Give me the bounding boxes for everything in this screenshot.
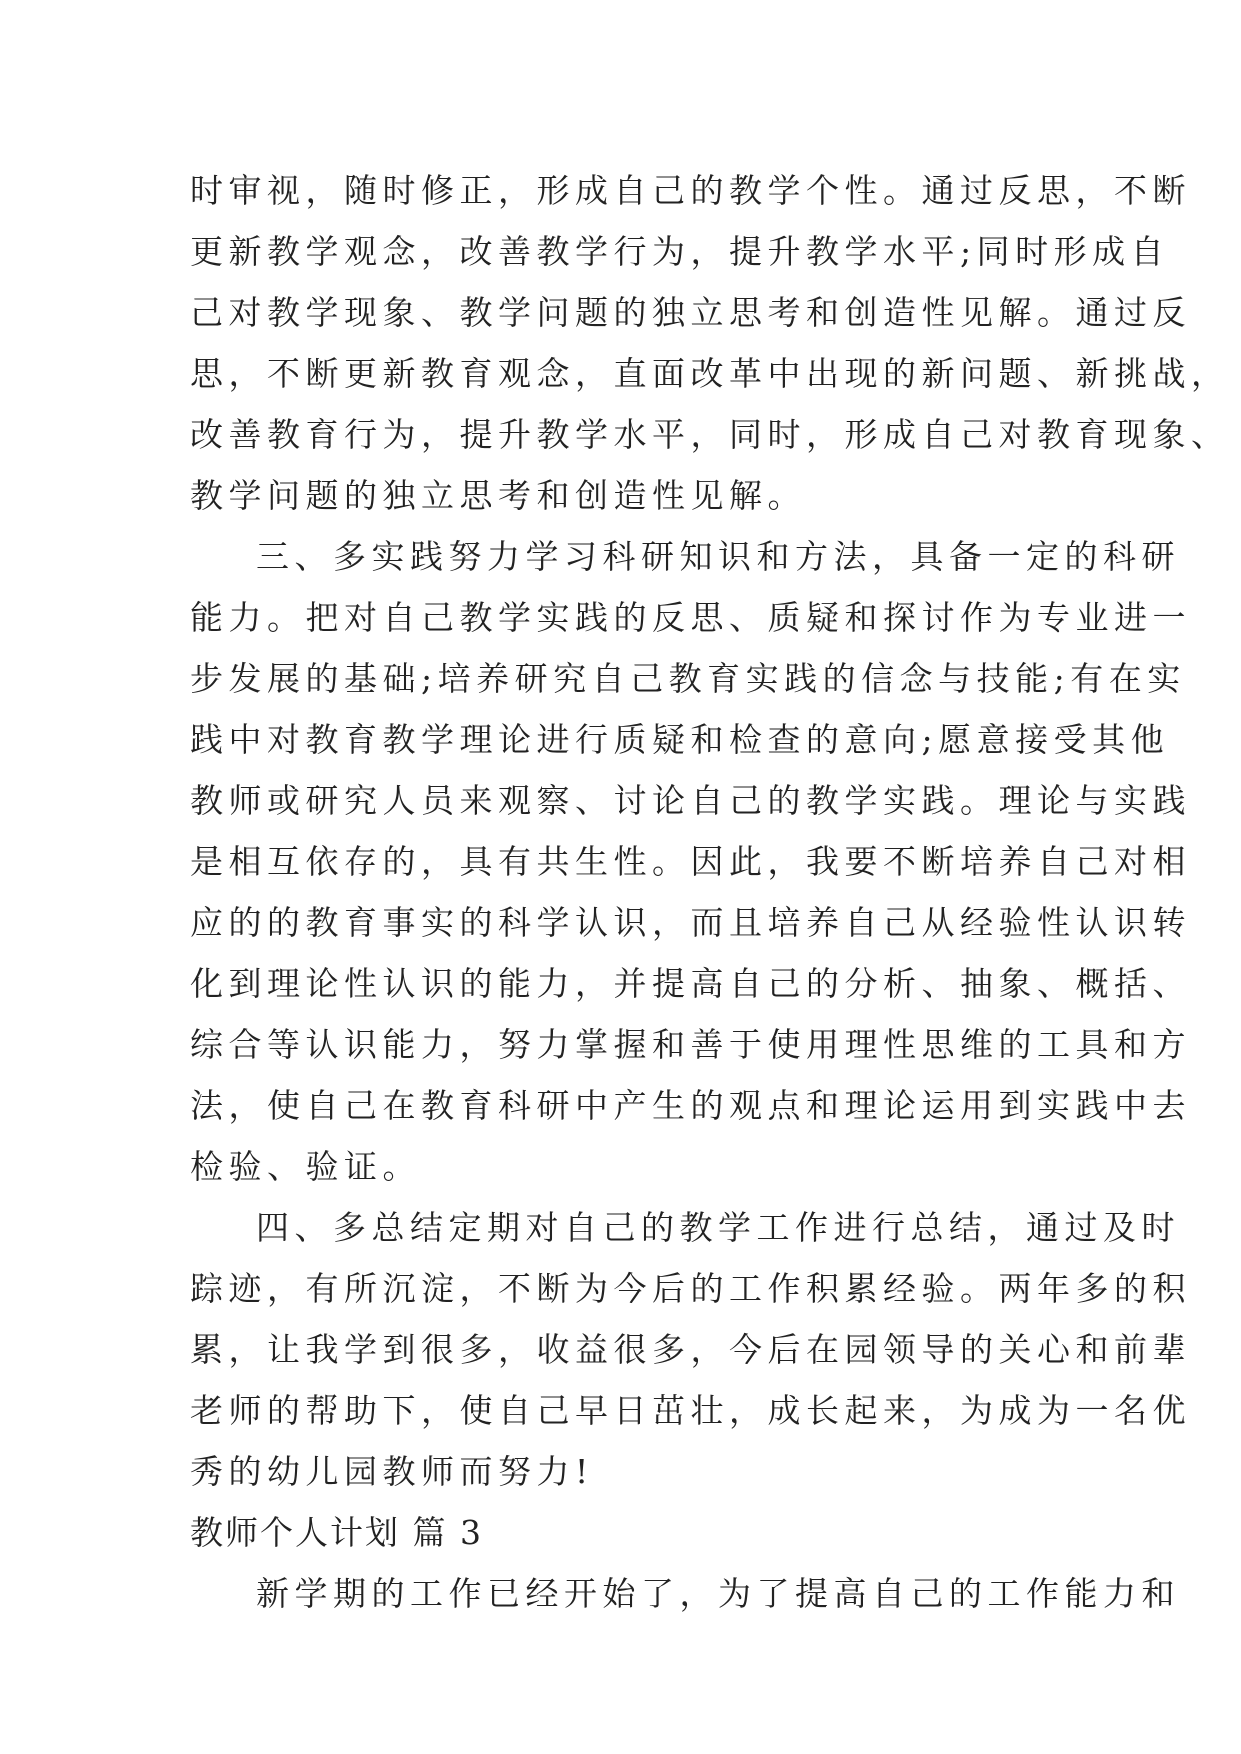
- text-line: 老师的帮助下，使自己早日茁壮，成长起来，为成为一名优: [190, 1391, 1191, 1430]
- text-line: 三、多实践努力学习科研知识和方法，具备一定的科研: [256, 537, 1180, 576]
- text-line: 思，不断更新教育观念，直面改革中出现的新问题、新挑战，: [190, 354, 1230, 393]
- text-line: 步发展的基础;培养研究自己教育实践的信念与技能;有在实: [190, 659, 1186, 698]
- text-line: 四、多总结定期对自己的教学工作进行总结，通过及时: [256, 1208, 1180, 1247]
- section-heading: 教师个人计划 篇 3: [190, 1513, 483, 1552]
- text-line: 法，使自己在教育科研中产生的观点和理论运用到实践中去: [190, 1086, 1191, 1125]
- document-body: [190, 160, 1230, 1624]
- text-line: 能力。把对自己教学实践的反思、质疑和探讨作为专业进一: [190, 598, 1191, 637]
- text-line: 教学问题的独立思考和创造性见解。: [190, 476, 806, 515]
- text-line: 践中对教育教学理论进行质疑和检查的意向;愿意接受其他: [190, 720, 1170, 759]
- text-line: 踪迹，有所沉淀，不断为今后的工作积累经验。两年多的积: [190, 1269, 1191, 1308]
- text-line: 化到理论性认识的能力，并提高自己的分析、抽象、概括、: [190, 964, 1191, 1003]
- text-line: 应的的教育事实的科学认识，而且培养自己从经验性认识转: [190, 903, 1191, 942]
- paragraph-reflection-tail: [190, 160, 1230, 526]
- text-line: 综合等认识能力，努力掌握和善于使用理性思维的工具和方: [190, 1025, 1191, 1064]
- paragraph-summary: [190, 1197, 1191, 1502]
- text-line: 是相互依存的，具有共生性。因此，我要不断培养自己对相: [190, 842, 1191, 881]
- text-line: 秀的幼儿园教师而努力!: [190, 1452, 594, 1491]
- text-line: 改善教育行为，提升教学水平，同时，形成自己对教育现象、: [190, 415, 1230, 454]
- text-line: 教师或研究人员来观察、讨论自己的教学实践。理论与实践: [190, 781, 1191, 820]
- text-line: 新学期的工作已经开始了，为了提高自己的工作能力和: [256, 1574, 1180, 1613]
- text-line: 累，让我学到很多，收益很多，今后在园领导的关心和前辈: [190, 1330, 1191, 1369]
- text-line: 己对教学现象、教学问题的独立思考和创造性见解。通过反: [190, 293, 1191, 332]
- text-line: 检验、验证。: [190, 1147, 421, 1186]
- paragraph-practice-research: [190, 526, 1191, 1197]
- text-line: 更新教学观念，改善教学行为，提升教学水平;同时形成自: [190, 232, 1170, 271]
- text-line: 时审视，随时修正，形成自己的教学个性。通过反思，不断: [190, 171, 1191, 210]
- paragraph-new-semester: [190, 1563, 1180, 1624]
